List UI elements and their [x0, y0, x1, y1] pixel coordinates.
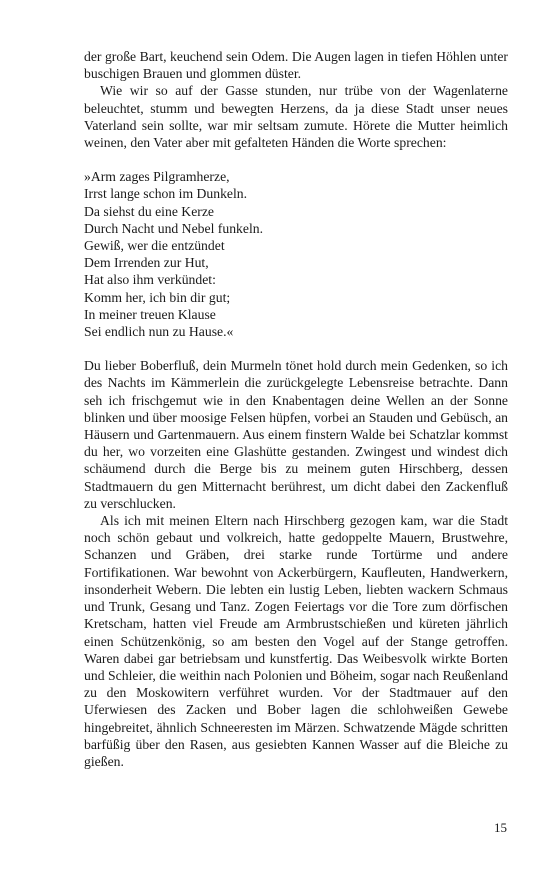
paragraph-4: Als ich mit meinen Eltern nach Hirschberg gezogen kam, war die Stadt noch schön gebaut und volkreich, hatte gedoppelte Mauern, Brustwehre, Schanzen und Gräben, drei starke runde Tortürme und andere Fortifikationen. War bewohnt von Ackerbürgern, Kaufleuten, Handwerkern, insonderheit Webern. Die lebten ein lustig Leben, liebten wackern Schmaus und Trunk, Gesang und Tanz. Zogen Feiertags vor die Tore zum dörfischen Kretscham, hatten viel Freude am Armbrustschießen und küreten jährlich einen Schützenkönig, so am besten den Vogel auf der Stange getroffen. Waren dabei gar betriebsam und kunstfertig. Das Weibesvolk wirkte Borten und Schleier, die weithin nach Polonien und Böheim, sogar nach Reußenland zu den Moskowitern verführet wurden. Vor der Stadtmauer auf den Uferwiesen des Zacken und Bober lagen die schlohweißen Gewebe hingebreitet, ähnlich Schneeresten im Märzen. Schwatzende Mägde schritten barfüßig über den Rasen, aus gesiebten Kannen Wasser auf die Bleiche zu gießen. — [84, 513, 508, 769]
poem — [84, 168, 508, 340]
book-page — [84, 48, 508, 770]
poem-line: »Arm zages Pilgramherze, — [84, 169, 230, 185]
poem-line: Hat also ihm verkündet: — [84, 272, 216, 288]
poem-line: Sei endlich nun zu Hause.« — [84, 324, 234, 340]
poem-line: Gewiß, wer die entzündet — [84, 238, 225, 254]
poem-line: Da siehst du eine Kerze — [84, 203, 214, 219]
poem-line: Irrst lange schon im Dunkeln. — [84, 186, 248, 202]
poem-line: Dem Irrenden zur Hut, — [84, 255, 209, 271]
paragraph-3: Du lieber Boberfluß, dein Murmeln tönet hold durch mein Gedenken, so ich des Nachts im Kämmerlein die zurückgelegte Lebensreise betrachte. Dann seh ich frischgemut wie in den Knabentagen deine Wellen an der Sonne blinken und über moosige Felsen hüpfen, vorbei an Stauden und Gebüsch, an Häusern und Gartenmauern. Aus einem finstern Walde bei Schatzlar kommst du her, wo vorzeiten eine Glashütte gestanden. Zwingest und windest dich schäumend durch die Berge bis zu meinem guten Hirschberg, dessen Stadtmauern du gen Mitternacht berührest, um dicht dabei den Zackenfluß zu verschlucken. — [84, 358, 508, 511]
paragraph-2: Wie wir so auf der Gasse stunden, nur trübe von der Wagenlaterne beleuchtet, stumm und bewegten Herzens, da ja diese Stadt unser neues Vaterland sein sollte, war mir seltsam zumute. Hörete die Mutter heimlich weinen, den Vater aber mit gefalteten Händen die Worte sprechen: — [84, 83, 508, 151]
poem-line: In meiner treuen Klause — [84, 306, 216, 322]
paragraph-1: der große Bart, keuchend sein Odem. Die Augen lagen in tiefen Höhlen unter buschigen Brauen und glommen düster. — [84, 49, 508, 82]
poem-line: Durch Nacht und Nebel funkeln. — [84, 220, 264, 236]
page-number: 15 — [494, 820, 507, 835]
poem-line: Komm her, ich bin dir gut; — [84, 289, 231, 305]
